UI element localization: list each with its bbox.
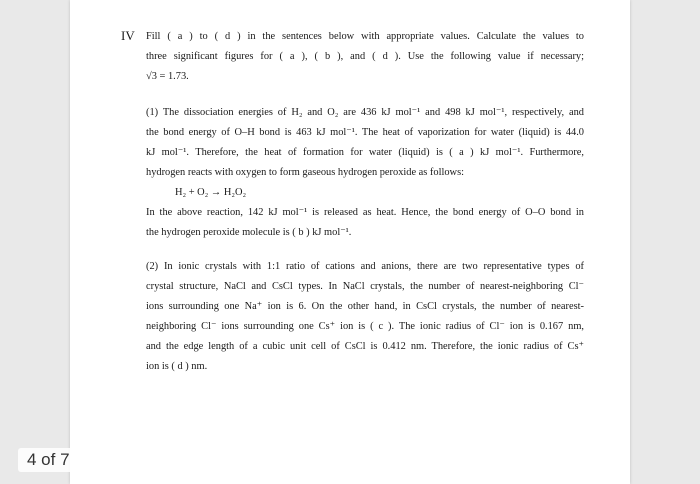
part-2-paragraph: [146, 257, 584, 377]
intro-line: Fill ( a ) to ( d ) in the sentences below with appropriate values. Calculate the values to: [146, 31, 584, 42]
question-intro: [146, 27, 584, 87]
part-1-line: hydrogen reacts with oxygen to form gaseous hydrogen peroxide as follows:: [146, 167, 464, 178]
part-1-line: (1) The dissociation energies of H₂ and O₂ are 436 kJ mol⁻¹ and 498 kJ mol⁻¹, respectively, and: [146, 107, 584, 118]
part-1-line: kJ mol⁻¹. Therefore, the heat of formation for water (liquid) is ( a ) kJ mol⁻¹. Furthermore,: [146, 147, 584, 158]
part-2-line: and the edge length of a cubic unit cell of CsCl is 0.412 nm. Therefore, the ionic radius of Cs⁺: [146, 341, 584, 352]
part-1-line: the hydrogen peroxide molecule is ( b ) kJ mol⁻¹.: [146, 227, 352, 238]
page-indicator: 4 of 7: [18, 448, 79, 472]
part-2-line: (2) In ionic crystals with 1:1 ratio of cations and anions, there are two representative types of: [146, 261, 584, 272]
reaction-equation: H₂ + O₂ → H₂O₂: [175, 187, 247, 198]
part-2-line: ion is ( d ) nm.: [146, 361, 208, 372]
part-1-paragraph: [146, 103, 584, 243]
part-2-line: crystal structure, NaCl and CsCl types. In NaCl crystals, the number of nearest-neighboring Cl⁻: [146, 281, 584, 292]
intro-line: √3 = 1.73.: [146, 71, 189, 82]
section-number: IV: [121, 28, 135, 43]
part-1-line: In the above reaction, 142 kJ mol⁻¹ is released as heat. Hence, the bond energy of O–O bond in: [146, 207, 584, 218]
part-1-line: the bond energy of O–H bond is 463 kJ mol⁻¹. The heat of vaporization for water (liquid) is 44.0: [146, 127, 584, 138]
part-2-line: neighboring Cl⁻ ions surrounding one Cs⁺ ion is ( c ). The ionic radius of Cl⁻ ion is 0.167 nm,: [146, 321, 584, 332]
part-2-line: ions surrounding one Na⁺ ion is 6. On the other hand, in CsCl crystals, the number of nearest-: [146, 301, 584, 312]
intro-line: three significant figures for ( a ), ( b ), and ( d ). Use the following value if necessary;: [146, 51, 584, 62]
